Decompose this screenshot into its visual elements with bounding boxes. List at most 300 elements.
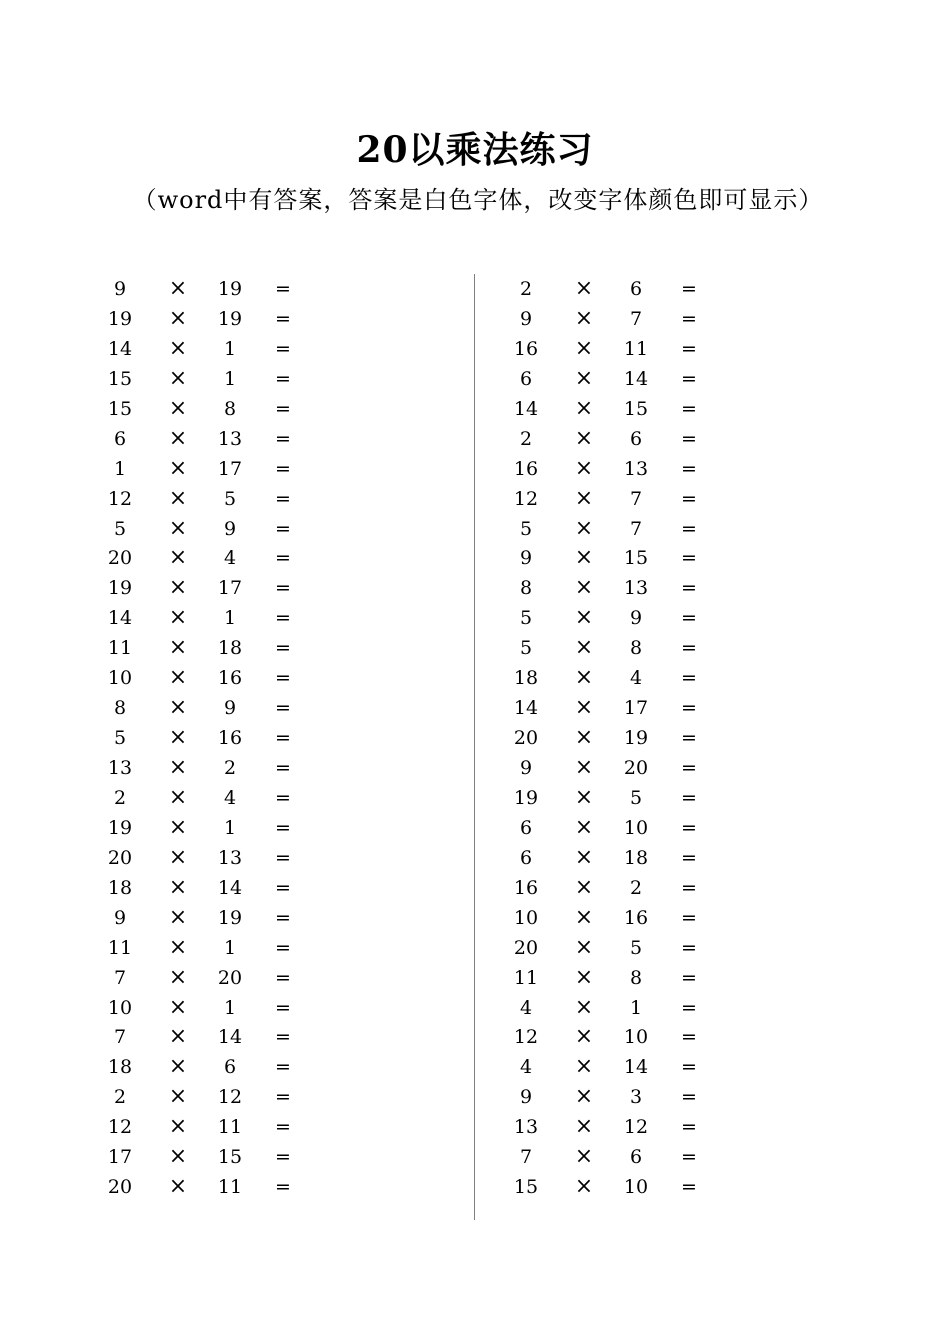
first-factor: 10 — [107, 667, 133, 690]
second-factor: 14 — [217, 1026, 243, 1049]
equals-sign: = — [681, 487, 697, 510]
problem-row — [496, 514, 836, 544]
multiply-sign: × — [574, 665, 594, 691]
problem-row — [496, 843, 836, 873]
second-factor: 14 — [217, 876, 243, 899]
first-factor: 5 — [519, 517, 533, 540]
multiply-sign: × — [574, 1114, 594, 1140]
equals-sign: = — [681, 1116, 697, 1139]
first-factor: 20 — [513, 936, 539, 959]
multiply-sign: × — [168, 395, 188, 421]
equals-sign: = — [681, 397, 697, 420]
first-factor: 19 — [107, 816, 133, 839]
problem-row — [90, 603, 430, 633]
multiply-sign: × — [574, 276, 594, 301]
first-factor: 16 — [513, 457, 539, 480]
second-factor: 16 — [623, 906, 649, 929]
equals-sign: = — [681, 786, 697, 809]
second-factor: 6 — [223, 1056, 237, 1079]
equals-sign: = — [275, 966, 291, 989]
second-factor: 19 — [217, 307, 243, 330]
equals-sign: = — [681, 427, 697, 450]
problem-row — [90, 813, 430, 843]
second-factor: 1 — [629, 996, 643, 1019]
second-factor: 13 — [623, 457, 649, 480]
equals-sign: = — [275, 936, 291, 959]
first-factor: 5 — [113, 517, 127, 540]
first-factor: 20 — [107, 547, 133, 570]
equals-sign: = — [275, 727, 291, 750]
problem-row — [496, 723, 836, 753]
first-factor: 12 — [107, 1116, 133, 1139]
multiply-sign: × — [574, 545, 594, 571]
problem-row — [496, 963, 836, 993]
problem-row — [90, 304, 430, 334]
problem-row — [90, 1052, 430, 1082]
problem-row — [90, 394, 430, 424]
equals-sign: = — [681, 966, 697, 989]
problem-row — [496, 903, 836, 933]
first-factor: 5 — [519, 637, 533, 660]
second-factor: 5 — [629, 936, 643, 959]
second-factor: 15 — [623, 547, 649, 570]
problem-row — [496, 573, 836, 603]
multiply-sign: × — [574, 784, 594, 810]
multiply-sign: × — [168, 425, 188, 451]
problem-row — [496, 364, 836, 394]
multiply-sign: × — [574, 1054, 594, 1080]
first-factor: 20 — [513, 727, 539, 750]
problem-row — [90, 723, 430, 753]
second-factor: 16 — [217, 667, 243, 690]
left-problem-column — [90, 274, 430, 1202]
first-factor: 2 — [113, 1086, 127, 1109]
equals-sign: = — [275, 427, 291, 450]
equals-sign: = — [275, 816, 291, 839]
second-factor: 9 — [223, 517, 237, 540]
equals-sign: = — [275, 367, 291, 390]
first-factor: 20 — [107, 846, 133, 869]
equals-sign: = — [275, 1026, 291, 1049]
second-factor: 14 — [623, 1056, 649, 1079]
problem-row — [90, 1112, 430, 1142]
multiply-sign: × — [574, 425, 594, 451]
equals-sign: = — [681, 307, 697, 330]
problem-row — [496, 993, 836, 1023]
multiply-sign: × — [574, 365, 594, 391]
multiply-sign: × — [168, 635, 188, 661]
multiply-sign: × — [168, 1084, 188, 1110]
multiply-sign: × — [168, 755, 188, 780]
multiply-sign: × — [574, 964, 594, 990]
second-factor: 1 — [223, 337, 237, 360]
second-factor: 1 — [223, 816, 237, 839]
first-factor: 9 — [519, 1086, 533, 1109]
equals-sign: = — [681, 936, 697, 959]
first-factor: 15 — [107, 367, 133, 390]
second-factor: 15 — [623, 397, 649, 420]
multiply-sign: × — [574, 335, 594, 361]
equals-sign: = — [275, 397, 291, 420]
first-factor: 17 — [107, 1146, 133, 1169]
problem-row — [90, 633, 430, 663]
equals-sign: = — [681, 367, 697, 390]
second-factor: 11 — [217, 1176, 243, 1199]
first-factor: 14 — [513, 697, 539, 720]
second-factor: 12 — [217, 1086, 243, 1109]
second-factor: 13 — [217, 846, 243, 869]
equals-sign: = — [275, 457, 291, 480]
second-factor: 2 — [629, 876, 643, 899]
problem-row — [496, 873, 836, 903]
equals-sign: = — [275, 1056, 291, 1079]
second-factor: 4 — [629, 667, 643, 690]
equals-sign: = — [275, 517, 291, 540]
multiply-sign: × — [574, 305, 594, 331]
multiply-sign: × — [574, 814, 594, 840]
multiply-sign: × — [168, 874, 188, 900]
multiply-sign: × — [168, 515, 188, 541]
first-factor: 9 — [519, 757, 533, 779]
multiply-sign: × — [574, 515, 594, 541]
first-factor: 9 — [113, 906, 127, 929]
equals-sign: = — [681, 457, 697, 480]
first-factor: 12 — [107, 487, 133, 510]
second-factor: 7 — [629, 517, 643, 540]
problem-row — [90, 693, 430, 723]
multiply-sign: × — [168, 844, 188, 870]
problem-row — [90, 274, 430, 304]
equals-sign: = — [681, 816, 697, 839]
multiply-sign: × — [168, 1144, 188, 1170]
multiply-sign: × — [168, 1024, 188, 1050]
equals-sign: = — [681, 607, 697, 630]
first-factor: 13 — [107, 757, 133, 779]
equals-sign: = — [275, 697, 291, 720]
multiply-sign: × — [574, 874, 594, 900]
first-factor: 15 — [107, 397, 133, 420]
multiply-sign: × — [168, 1054, 188, 1080]
problem-row — [496, 274, 836, 304]
first-factor: 18 — [107, 1056, 133, 1079]
problem-row — [496, 543, 836, 573]
first-factor: 6 — [519, 816, 533, 839]
second-factor: 10 — [623, 816, 649, 839]
multiply-sign: × — [574, 725, 594, 751]
first-factor: 11 — [107, 637, 133, 660]
first-factor: 1 — [113, 457, 127, 480]
multiply-sign: × — [168, 934, 188, 960]
equals-sign: = — [275, 667, 291, 690]
page-title: 20以乘法练习 — [356, 129, 594, 171]
equals-sign: = — [681, 757, 697, 779]
second-factor: 17 — [217, 457, 243, 480]
equals-sign: = — [275, 1176, 291, 1199]
equals-sign: = — [275, 547, 291, 570]
problem-row — [90, 454, 430, 484]
equals-sign: = — [681, 667, 697, 690]
first-factor: 5 — [113, 727, 127, 750]
problem-row — [90, 873, 430, 903]
right-problem-column — [496, 274, 836, 1202]
equals-sign: = — [681, 278, 697, 300]
equals-sign: = — [681, 996, 697, 1019]
multiply-sign: × — [168, 455, 188, 481]
first-factor: 12 — [513, 487, 539, 510]
problem-row — [496, 1022, 836, 1052]
multiply-sign: × — [168, 964, 188, 990]
equals-sign: = — [681, 1176, 697, 1199]
equals-sign: = — [275, 1146, 291, 1169]
second-factor: 10 — [623, 1026, 649, 1049]
problem-row — [496, 633, 836, 663]
problem-row — [90, 663, 430, 693]
second-factor: 7 — [629, 487, 643, 510]
multiply-sign: × — [168, 904, 188, 930]
equals-sign: = — [275, 846, 291, 869]
first-factor: 13 — [513, 1116, 539, 1139]
multiply-sign: × — [168, 784, 188, 810]
first-factor: 19 — [513, 786, 539, 809]
second-factor: 19 — [217, 906, 243, 929]
multiply-sign: × — [574, 844, 594, 870]
problem-row — [496, 394, 836, 424]
first-factor: 9 — [113, 278, 127, 300]
equals-sign: = — [681, 1086, 697, 1109]
first-factor: 6 — [519, 367, 533, 390]
second-factor: 5 — [629, 786, 643, 809]
second-factor: 13 — [217, 427, 243, 450]
second-factor: 19 — [217, 278, 243, 300]
problem-row — [90, 753, 430, 783]
second-factor: 6 — [629, 278, 643, 300]
first-factor: 7 — [113, 1026, 127, 1049]
second-factor: 20 — [217, 966, 243, 989]
column-divider — [474, 274, 475, 1220]
equals-sign: = — [275, 757, 291, 779]
page-subtitle: （word中有答案，答案是白色字体，改变字体颜色即可显示） — [132, 186, 824, 214]
equals-sign: = — [681, 1056, 697, 1079]
first-factor: 12 — [513, 1026, 539, 1049]
equals-sign: = — [275, 1116, 291, 1139]
first-factor: 2 — [519, 427, 533, 450]
problem-row — [90, 514, 430, 544]
problem-row — [496, 753, 836, 783]
multiply-sign: × — [168, 305, 188, 331]
equals-sign: = — [275, 1086, 291, 1109]
multiply-sign: × — [168, 1174, 188, 1200]
second-factor: 1 — [223, 936, 237, 959]
multiply-sign: × — [168, 485, 188, 511]
first-factor: 9 — [519, 547, 533, 570]
first-factor: 16 — [513, 876, 539, 899]
problem-row — [496, 603, 836, 633]
second-factor: 8 — [629, 966, 643, 989]
problem-row — [496, 334, 836, 364]
multiply-sign: × — [168, 575, 188, 601]
equals-sign: = — [275, 876, 291, 899]
equals-sign: = — [275, 996, 291, 1019]
multiply-sign: × — [574, 934, 594, 960]
first-factor: 14 — [513, 397, 539, 420]
multiply-sign: × — [168, 545, 188, 571]
second-factor: 15 — [217, 1146, 243, 1169]
problem-row — [496, 454, 836, 484]
problem-row — [90, 933, 430, 963]
second-factor: 2 — [223, 757, 237, 779]
equals-sign: = — [275, 577, 291, 600]
second-factor: 19 — [623, 727, 649, 750]
second-factor: 14 — [623, 367, 649, 390]
equals-sign: = — [275, 637, 291, 660]
problem-row — [496, 813, 836, 843]
first-factor: 5 — [519, 607, 533, 630]
problem-row — [90, 963, 430, 993]
first-factor: 4 — [519, 996, 533, 1019]
problem-row — [90, 484, 430, 514]
multiply-sign: × — [574, 904, 594, 930]
equals-sign: = — [275, 786, 291, 809]
problem-row — [496, 424, 836, 454]
problem-row — [496, 1052, 836, 1082]
problem-row — [90, 1082, 430, 1112]
first-factor: 18 — [513, 667, 539, 690]
second-factor: 9 — [223, 697, 237, 720]
second-factor: 17 — [623, 697, 649, 720]
first-factor: 9 — [519, 307, 533, 330]
equals-sign: = — [681, 876, 697, 899]
second-factor: 1 — [223, 996, 237, 1019]
first-factor: 20 — [107, 1176, 133, 1199]
second-factor: 9 — [629, 607, 643, 630]
problem-row — [90, 1172, 430, 1202]
second-factor: 4 — [223, 547, 237, 570]
second-factor: 6 — [629, 1146, 643, 1169]
problem-row — [90, 543, 430, 573]
multiply-sign: × — [574, 485, 594, 511]
equals-sign: = — [681, 517, 697, 540]
multiply-sign: × — [574, 1144, 594, 1170]
multiply-sign: × — [574, 1024, 594, 1050]
second-factor: 8 — [629, 637, 643, 660]
first-factor: 19 — [107, 307, 133, 330]
equals-sign: = — [275, 337, 291, 360]
multiply-sign: × — [574, 1174, 594, 1200]
equals-sign: = — [275, 307, 291, 330]
second-factor: 12 — [623, 1116, 649, 1139]
problem-row — [90, 573, 430, 603]
equals-sign: = — [275, 906, 291, 929]
second-factor: 18 — [217, 637, 243, 660]
multiply-sign: × — [168, 365, 188, 391]
first-factor: 6 — [113, 427, 127, 450]
second-factor: 17 — [217, 577, 243, 600]
first-factor: 10 — [107, 996, 133, 1019]
multiply-sign: × — [574, 575, 594, 601]
first-factor: 4 — [519, 1056, 533, 1079]
second-factor: 8 — [223, 397, 237, 420]
equals-sign: = — [681, 1026, 697, 1049]
multiply-sign: × — [168, 276, 188, 301]
problem-row — [90, 903, 430, 933]
first-factor: 8 — [519, 577, 533, 600]
problem-row — [90, 993, 430, 1023]
multiply-sign: × — [168, 695, 188, 721]
equals-sign: = — [681, 697, 697, 720]
first-factor: 11 — [107, 936, 133, 959]
multiply-sign: × — [574, 994, 594, 1020]
second-factor: 1 — [223, 607, 237, 630]
multiply-sign: × — [168, 994, 188, 1020]
second-factor: 11 — [217, 1116, 243, 1139]
problem-row — [496, 484, 836, 514]
problem-row — [496, 1142, 836, 1172]
problem-row — [496, 933, 836, 963]
problem-row — [90, 783, 430, 813]
multiply-sign: × — [574, 755, 594, 780]
first-factor: 14 — [107, 337, 133, 360]
equals-sign: = — [275, 607, 291, 630]
equals-sign: = — [275, 278, 291, 300]
second-factor: 10 — [623, 1176, 649, 1199]
multiply-sign: × — [574, 395, 594, 421]
problem-row — [496, 783, 836, 813]
second-factor: 18 — [623, 846, 649, 869]
equals-sign: = — [681, 637, 697, 660]
first-factor: 10 — [513, 906, 539, 929]
multiply-sign: × — [168, 605, 188, 631]
first-factor: 7 — [519, 1146, 533, 1169]
second-factor: 3 — [629, 1086, 643, 1109]
first-factor: 8 — [113, 697, 127, 720]
first-factor: 6 — [519, 846, 533, 869]
multiply-sign: × — [168, 1114, 188, 1140]
first-factor: 16 — [513, 337, 539, 360]
multiply-sign: × — [574, 635, 594, 661]
equals-sign: = — [681, 906, 697, 929]
equals-sign: = — [275, 487, 291, 510]
problem-row — [496, 1112, 836, 1142]
problem-row — [496, 1172, 836, 1202]
second-factor: 13 — [623, 577, 649, 600]
second-factor: 1 — [223, 367, 237, 390]
problem-row — [90, 1142, 430, 1172]
first-factor: 2 — [113, 786, 127, 809]
problem-row — [90, 424, 430, 454]
problem-row — [496, 1082, 836, 1112]
first-factor: 19 — [107, 577, 133, 600]
multiply-sign: × — [574, 1084, 594, 1110]
second-factor: 11 — [623, 337, 649, 360]
problem-row — [90, 1022, 430, 1052]
equals-sign: = — [681, 727, 697, 750]
second-factor: 5 — [223, 487, 237, 510]
first-factor: 11 — [513, 966, 539, 989]
equals-sign: = — [681, 577, 697, 600]
second-factor: 6 — [629, 427, 643, 450]
first-factor: 14 — [107, 607, 133, 630]
multiply-sign: × — [168, 335, 188, 361]
first-factor: 2 — [519, 278, 533, 300]
problem-row — [90, 843, 430, 873]
multiply-sign: × — [168, 665, 188, 691]
second-factor: 4 — [223, 786, 237, 809]
equals-sign: = — [681, 846, 697, 869]
multiply-sign: × — [168, 814, 188, 840]
multiply-sign: × — [574, 605, 594, 631]
problem-row — [90, 334, 430, 364]
first-factor: 7 — [113, 966, 127, 989]
